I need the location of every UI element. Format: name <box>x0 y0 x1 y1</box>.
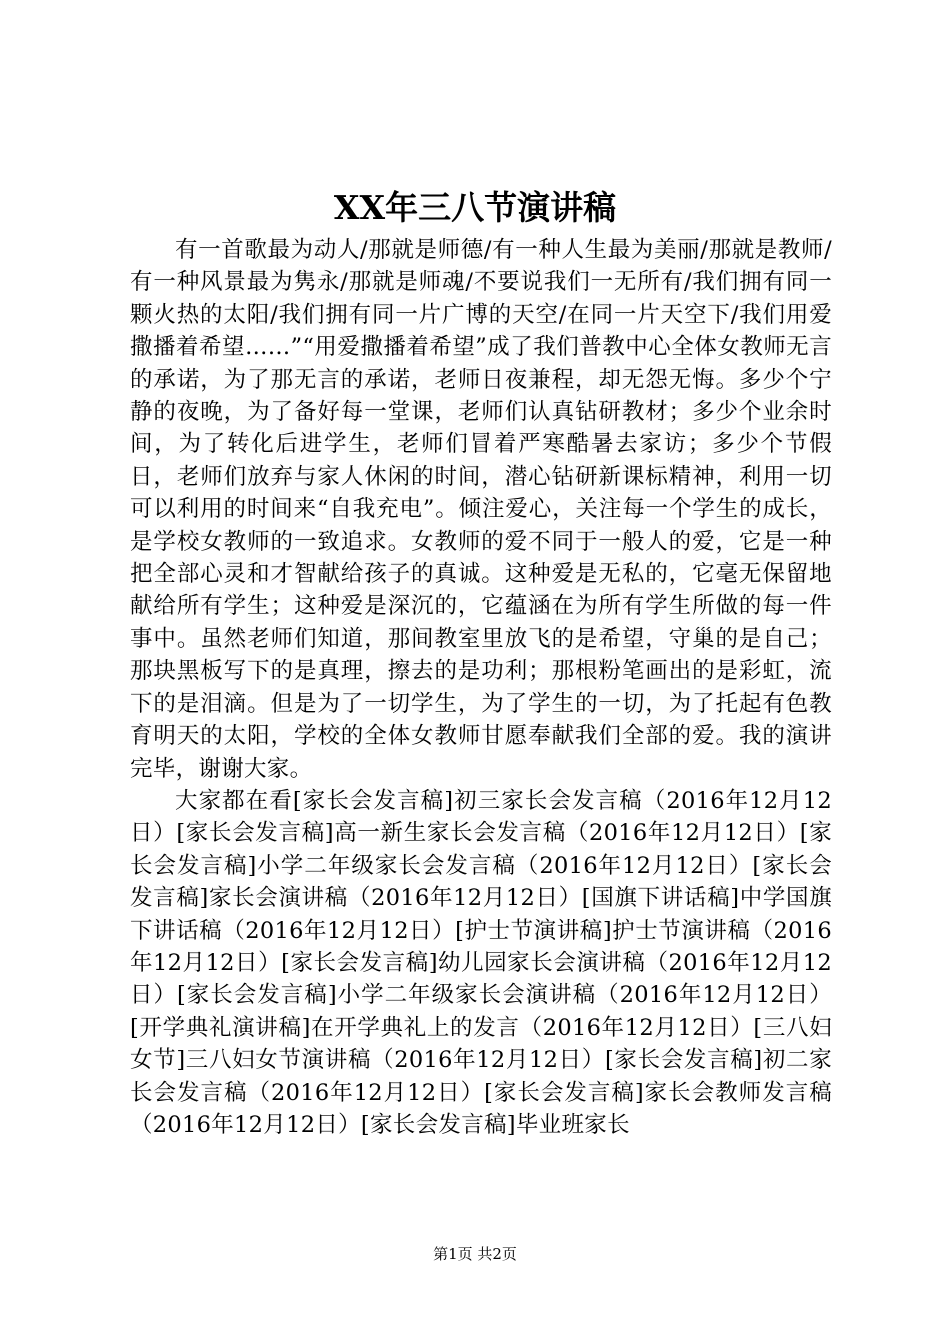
speech-paragraph: 有一首歌最为动人/那就是师德/有一种人生最为美丽/那就是教师/有一种风景最为隽永/那就是师魂/不要说我们一无所有/我们拥有同一颗火热的太阳/我们拥有同一片广博的天空/在同一片天空下/我们用爱撒播着希望……”“用爱撒播着希望”成了我们普教中心全体女教师无言的承诺，为了那无言的承诺，老师日夜兼程，却无怨无悔。多少个宁静的夜晚，为了备好每一堂课，老师们认真钻研教材；多少个业余时间，为了转化后进学生，老师们冒着严寒酷暑去家访；多少个节假日，老师们放弃与家人休闲的时间，潜心钻研新课标精神，利用一切可以利用的时间来“自我充电”。倾注爱心，关注每一个学生的成长，是学校女教师的一致追求。女教师的爱不同于一般人的爱，它是一种把全部心灵和才智献给孩子的真诚。这种爱是无私的，它毫无保留地献给所有学生；这种爱是深沉的，它蕴涵在为所有学生所做的每一件事中。虽然老师们知道，那间教室里放飞的是希望，守巢的是自己；那块黑板写下的是真理，擦去的是功利；那根粉笔画出的是彩虹，流下的是泪滴。但是为了一切学生，为了学生的一切，为了托起有色教育明天的太阳，学校的全体女教师甘愿奉献我们全部的爱。我的演讲完毕，谢谢大家。 <box>130 237 832 782</box>
related-articles-paragraph: 大家都在看[家长会发言稿]初三家长会发言稿（2016年12月12日）[家长会发言稿]高一新生家长会发言稿（2016年12月12日）[家长会发言稿]小学二年级家长会发言稿（2016年12月12日）[家长会发言稿]家长会演讲稿（2016年12月12日）[国旗下讲话稿]中学国旗下讲话稿（2016年12月12日）[护士节演讲稿]护士节演讲稿（2016年12月12日）[家长会发言稿]幼儿园家长会演讲稿（2016年12月12日）[家长会发言稿]小学二年级家长会演讲稿（2016年12月12日）[开学典礼演讲稿]在开学典礼上的发言（2016年12月12日）[三八妇女节]三八妇女节演讲稿（2016年12月12日）[家长会发言稿]初二家长会发言稿（2016年12月12日）[家长会发言稿]家长会教师发言稿（2016年12月12日）[家长会发言稿]毕业班家长 <box>130 787 832 1138</box>
document-body <box>130 234 832 1141</box>
document-title: XX年三八节演讲稿 <box>333 188 617 227</box>
page-number: 第1页 共2页 <box>433 1245 517 1263</box>
